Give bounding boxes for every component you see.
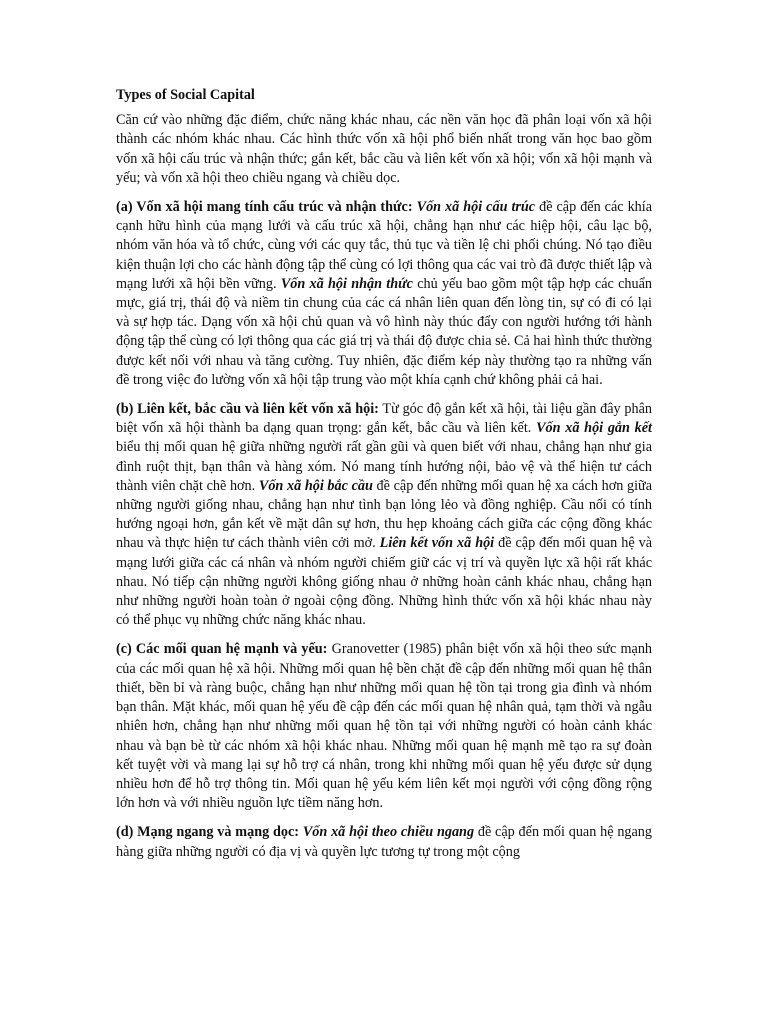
term-horizontal: Vốn xã hội theo chiều ngang xyxy=(302,824,475,841)
section-a-paragraph xyxy=(116,198,652,390)
section-d-paragraph xyxy=(116,823,652,861)
section-b-text-0: Từ góc độ gắn kết xã hội, tài liệu gần đây phân biệt vốn xã hội thành ba dạng quan trọng: gắn kết, bắc cầu và liên kết. xyxy=(116,401,652,437)
term-bonding: Vốn xã hội gắn kết xyxy=(536,420,652,437)
term-structural: Vốn xã hội cấu trúc xyxy=(416,199,536,216)
section-a-heading: (a) Vốn xã hội mang tính cấu trúc và nhận thức: xyxy=(116,199,413,216)
section-b-text-3: đề cập đến mối quan hệ và mạng lưới giữa các cá nhân và nhóm người chiếm giữ các vị trí và quyền lực xã hội rất khác nhau. Nó tiếp cận những người không giống nhau ở những hoàn cảnh khác nhau, chẳng hạn như những người hoàn toàn ở ngoài cộng đồng. Những hình thức vốn xã hội khác nhau này có thể phục vụ những chức năng khác nhau. xyxy=(116,535,653,629)
document-title: Types of Social Capital xyxy=(116,87,255,103)
section-b-text-1: biểu thị mối quan hệ giữa những người rất gần gũi và quen biết với nhau, chẳng hạn như gia đình ruột thịt, bạn thân và hàng xóm. Nó mang tính hướng nội, bảo vệ và thể hiện tư cách thành viên chặt chẽ hơn. xyxy=(116,439,652,494)
section-a-text-1: đề cập đến các khía cạnh hữu hình của mạng lưới và cấu trúc xã hội, chẳng hạn như các hiệp hội, câu lạc bộ, nhóm văn hóa và tổ chức, cùng với các quy tắc, thủ tục và tiền lệ chi phối chúng. Nó tạo điều kiện thuận lợi cho các hành động tập thể cùng có lợi thông qua các vai trò đã được thiết lập và mạng lưới xã hội bền vững. xyxy=(116,199,652,292)
section-c-heading: (c) Các mối quan hệ mạnh và yếu: xyxy=(116,641,328,658)
term-cognitive: Vốn xã hội nhận thức xyxy=(280,275,413,292)
intro-paragraph: Căn cứ vào những đặc điểm, chức năng khác nhau, các nền văn học đã phân loại vốn xã hội thành các nhóm khác nhau. Các hình thức vốn xã hội phổ biến nhất trong văn học bao gồm vốn xã hội cấu trúc và nhận thức; gắn kết, bắc cầu và liên kết vốn xã hội; vốn xã hội mạnh và yếu; và vốn xã hội theo chiều ngang và chiều dọc. xyxy=(116,112,652,186)
section-d-text-1: đề cập đến mối quan hệ ngang hàng giữa những người có địa vị và quyền lực tương tự trong một cộng xyxy=(116,824,652,860)
section-c-text: Granovetter (1985) phân biệt vốn xã hội theo sức mạnh của các mối quan hệ xã hội. Những mối quan hệ bền chặt đề cập đến những mối quan hệ thân thiết, bền bỉ và ràng buộc, chẳng hạn như những mối quan hệ tồn tại trong gia đình và nhóm bạn thân. Mặt khác, mối quan hệ yếu đề cập đến các mối quan hệ nhân quả, tạm thời và ngẫu nhiên hơn, chẳng hạn như những mối quan hệ tồn tại với những người có hoàn cảnh khác nhau và bạn bè từ các nhóm xã hội khác nhau. Những mối quan hệ mạnh mẽ tạo ra sự đoàn kết tuyệt vời và mang lại sự hỗ trợ cá nhân, trong khi những mối quan hệ yếu được sử dụng nhiều hơn để hỗ trợ thông tin. Mối quan hệ yếu kém liên kết mọi người với cộng đồng rộng lớn hơn và với nhiều nguồn lực tiềm năng hơn. xyxy=(116,641,653,812)
term-linking: Liên kết vốn xã hội xyxy=(379,535,495,552)
term-bridging: Vốn xã hội bắc cầu xyxy=(258,477,373,494)
section-d-heading: (d) Mạng ngang và mạng dọc: xyxy=(116,824,300,841)
section-b-text-2: đề cập đến những mối quan hệ xa cách hơn giữa những người giống nhau, chẳng hạn như tình bạn lỏng lẻo và đồng nghiệp. Cầu nối có tính hướng ngoại hơn, gắn kết về mặt dân sự hơn, thu hẹp khoảng cách giữa các cộng đồng khác nhau và thực hiện tư cách thành viên cởi mở. xyxy=(116,477,652,552)
section-c-paragraph xyxy=(116,640,652,813)
section-b-paragraph xyxy=(116,400,652,630)
section-a-text-2: chủ yếu bao gồm một tập hợp các chuẩn mực, giá trị, thái độ và niềm tin chung của các cá nhân liên quan đến lòng tin, sự có đi có lại và sự hợp tác. Dạng vốn xã hội chủ quan và vô hình này thúc đẩy con người hướng tới hành động tập thể cùng có lợi thông qua các giá trị và thái độ được chia sẻ. Cả hai hình thức thường được kết nối với nhau và tăng cường. Tuy nhiên, đặc điểm kép này thường tạo ra những vấn đề trong việc đo lường vốn xã hội tập trung vào một khía cạnh chứ không phải cả hai. xyxy=(116,275,652,388)
section-b-heading: (b) Liên kết, bắc cầu và liên kết vốn xã hội: xyxy=(116,401,379,418)
